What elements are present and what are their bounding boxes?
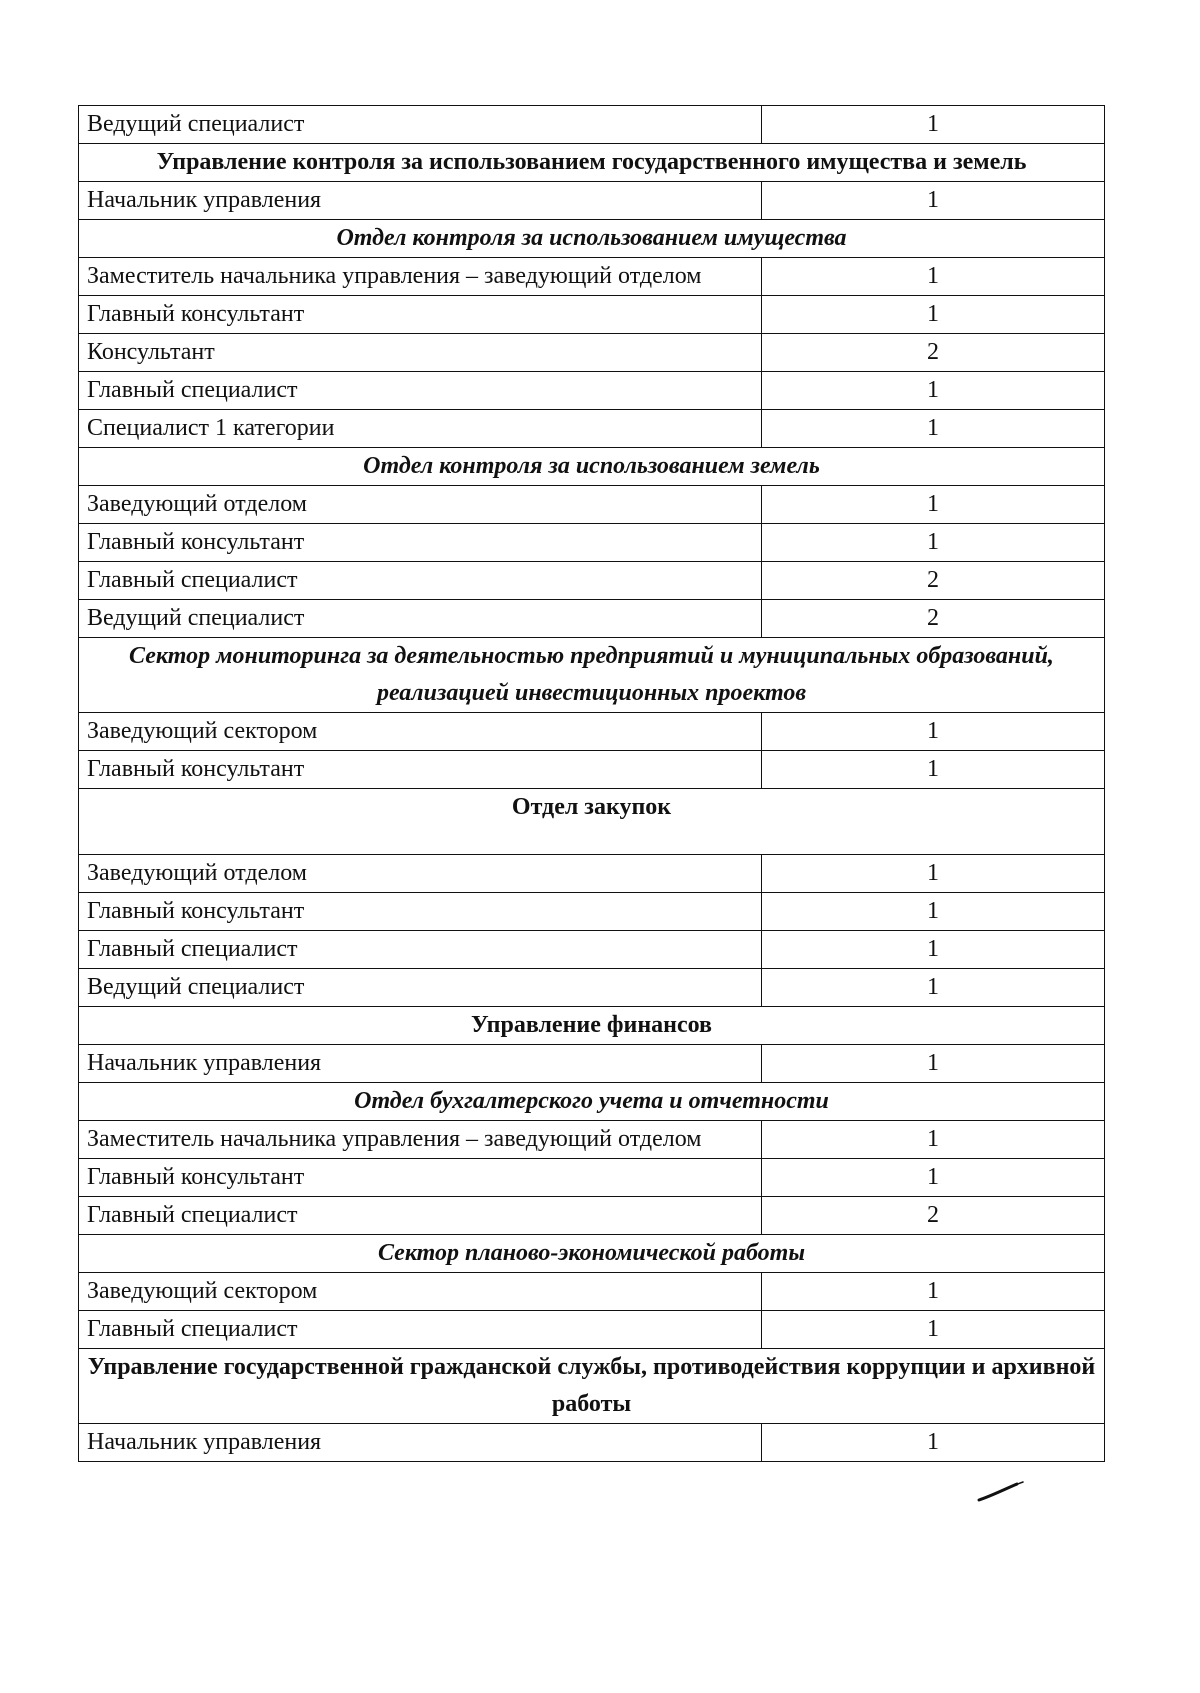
table-row (79, 931, 1105, 969)
position-cell: Начальник управления (79, 1424, 762, 1462)
subsection-heading: Отдел контроля за использованием имущества (79, 220, 1105, 258)
count-cell: 1 (762, 893, 1105, 931)
table-row (79, 1045, 1105, 1083)
count-cell: 1 (762, 713, 1105, 751)
subsection-heading: Отдел бухгалтерского учета и отчетности (79, 1083, 1105, 1121)
position-cell: Заведующий отделом (79, 486, 762, 524)
count-cell: 1 (762, 1045, 1105, 1083)
table-row (79, 751, 1105, 789)
table-row (79, 296, 1105, 334)
count-cell: 1 (762, 1159, 1105, 1197)
table-row (79, 1159, 1105, 1197)
table-row (79, 106, 1105, 144)
table-row (79, 524, 1105, 562)
subsection-heading-row (79, 220, 1105, 258)
subsection-heading-row (79, 1235, 1105, 1273)
table-row (79, 182, 1105, 220)
position-cell: Заместитель начальника управления – заведующий отделом (79, 258, 762, 296)
table-row (79, 486, 1105, 524)
subsection-heading: Сектор планово-экономической работы (79, 1235, 1105, 1273)
count-cell: 2 (762, 1197, 1105, 1235)
position-cell: Главный консультант (79, 751, 762, 789)
count-cell: 1 (762, 258, 1105, 296)
subsection-heading-row (79, 1083, 1105, 1121)
section-heading: Управление государственной гражданской службы, противодействия коррупции и архивной работы (79, 1349, 1105, 1424)
table-row (79, 1197, 1105, 1235)
position-cell: Главный консультант (79, 524, 762, 562)
count-cell: 1 (762, 855, 1105, 893)
subsection-heading-row (79, 448, 1105, 486)
subsection-heading: Сектор мониторинга за деятельностью предприятий и муниципальных образований, реализацией инвестиционных проектов (79, 638, 1105, 713)
table-row (79, 600, 1105, 638)
count-cell: 1 (762, 182, 1105, 220)
position-cell: Специалист 1 категории (79, 410, 762, 448)
position-cell: Консультант (79, 334, 762, 372)
count-cell: 1 (762, 486, 1105, 524)
position-cell: Главный специалист (79, 562, 762, 600)
section-heading: Отдел закупок (79, 789, 1105, 855)
table-row (79, 1311, 1105, 1349)
position-cell: Главный специалист (79, 1311, 762, 1349)
table-row (79, 1424, 1105, 1462)
position-cell: Главный специалист (79, 1197, 762, 1235)
position-cell: Ведущий специалист (79, 969, 762, 1007)
section-heading-row (79, 1007, 1105, 1045)
staff-table (78, 105, 1105, 1462)
section-heading: Управление контроля за использованием государственного имущества и земель (79, 144, 1105, 182)
section-heading-row (79, 144, 1105, 182)
count-cell: 1 (762, 931, 1105, 969)
subsection-heading-row (79, 638, 1105, 713)
position-cell: Главный консультант (79, 296, 762, 334)
position-cell: Заведующий отделом (79, 855, 762, 893)
position-cell: Ведущий специалист (79, 106, 762, 144)
count-cell: 1 (762, 1121, 1105, 1159)
count-cell: 1 (762, 1424, 1105, 1462)
section-heading-row (79, 789, 1105, 855)
position-cell: Ведущий специалист (79, 600, 762, 638)
table-row (79, 1273, 1105, 1311)
position-cell: Главный консультант (79, 1159, 762, 1197)
count-cell: 1 (762, 524, 1105, 562)
table-row (79, 969, 1105, 1007)
table-row (79, 562, 1105, 600)
position-cell: Начальник управления (79, 1045, 762, 1083)
table-row (79, 258, 1105, 296)
position-cell: Главный специалист (79, 931, 762, 969)
pen-stroke-mark (977, 1480, 1027, 1506)
count-cell: 1 (762, 296, 1105, 334)
position-cell: Главный консультант (79, 893, 762, 931)
position-cell: Заведующий сектором (79, 1273, 762, 1311)
count-cell: 1 (762, 106, 1105, 144)
count-cell: 2 (762, 600, 1105, 638)
table-row (79, 1121, 1105, 1159)
count-cell: 2 (762, 562, 1105, 600)
table-row (79, 372, 1105, 410)
count-cell: 1 (762, 969, 1105, 1007)
table-row (79, 893, 1105, 931)
position-cell: Главный специалист (79, 372, 762, 410)
count-cell: 1 (762, 751, 1105, 789)
position-cell: Начальник управления (79, 182, 762, 220)
table-row (79, 713, 1105, 751)
position-cell: Заместитель начальника управления – заведующий отделом (79, 1121, 762, 1159)
table-row (79, 855, 1105, 893)
count-cell: 1 (762, 410, 1105, 448)
count-cell: 1 (762, 1311, 1105, 1349)
position-cell: Заведующий сектором (79, 713, 762, 751)
table-row (79, 410, 1105, 448)
section-heading: Управление финансов (79, 1007, 1105, 1045)
section-heading-row (79, 1349, 1105, 1424)
count-cell: 1 (762, 372, 1105, 410)
count-cell: 2 (762, 334, 1105, 372)
subsection-heading: Отдел контроля за использованием земель (79, 448, 1105, 486)
count-cell: 1 (762, 1273, 1105, 1311)
table-row (79, 334, 1105, 372)
